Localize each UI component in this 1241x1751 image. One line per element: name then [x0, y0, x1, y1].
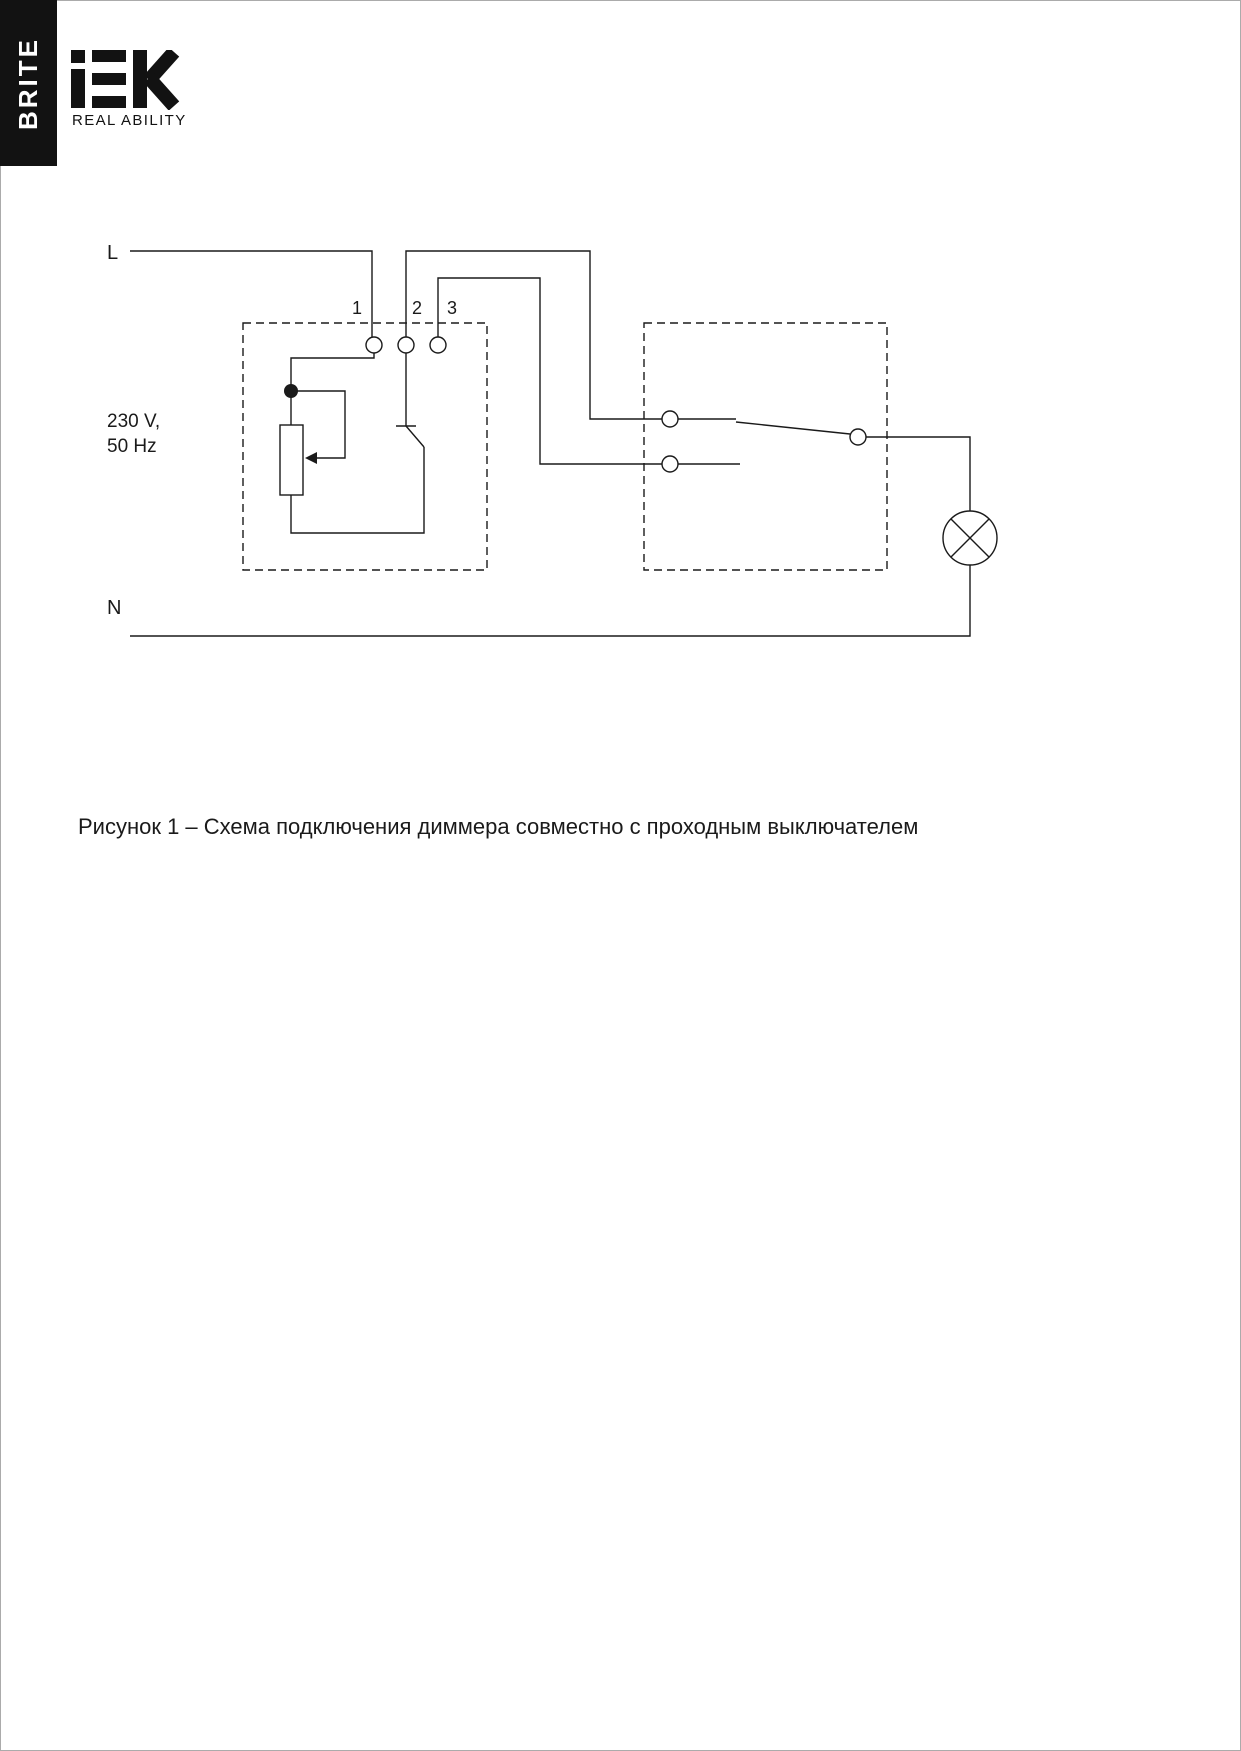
figure-caption: Рисунок 1 – Схема подключения диммера совместно с проходным выключателем [78, 814, 919, 839]
wire-terminal1-to-potentiometer [291, 353, 374, 425]
terminal-3-circle [430, 337, 446, 353]
terminal-1-circle [366, 337, 382, 353]
wire-switch-to-lamp [866, 437, 970, 511]
terminal-circles [366, 337, 866, 472]
wire-terminal2-to-switch-top [406, 251, 662, 419]
terminal-2-circle [398, 337, 414, 353]
key-blade [406, 426, 424, 447]
wiper-arrowhead [305, 452, 317, 464]
label-line-L: L [107, 242, 119, 264]
label-voltage-line1: 230 V, [107, 411, 161, 432]
series-tab-label: BRITE [13, 36, 43, 130]
wire-lamp-to-N [130, 565, 970, 636]
label-terminal-2: 2 [412, 298, 423, 318]
label-terminal-3: 3 [447, 298, 458, 318]
label-terminal-1: 1 [352, 298, 363, 318]
wires [130, 251, 970, 636]
lamp-icon [943, 511, 997, 565]
switch-box [644, 323, 887, 570]
brand-tagline: REAL ABILITY [72, 112, 187, 129]
switch-contact-bottom-circle [662, 456, 678, 472]
label-voltage-line2: 50 Hz [107, 436, 157, 457]
switch-blade [736, 422, 850, 434]
label-neutral-N: N [107, 597, 122, 619]
wire-terminal3-to-switch-bottom [438, 278, 662, 464]
switch-common-circle [850, 429, 866, 445]
junction-dot [284, 384, 298, 398]
switch-contact-top-circle [662, 411, 678, 427]
wire-L-to-terminal1 [130, 251, 372, 337]
potentiometer [280, 425, 317, 495]
